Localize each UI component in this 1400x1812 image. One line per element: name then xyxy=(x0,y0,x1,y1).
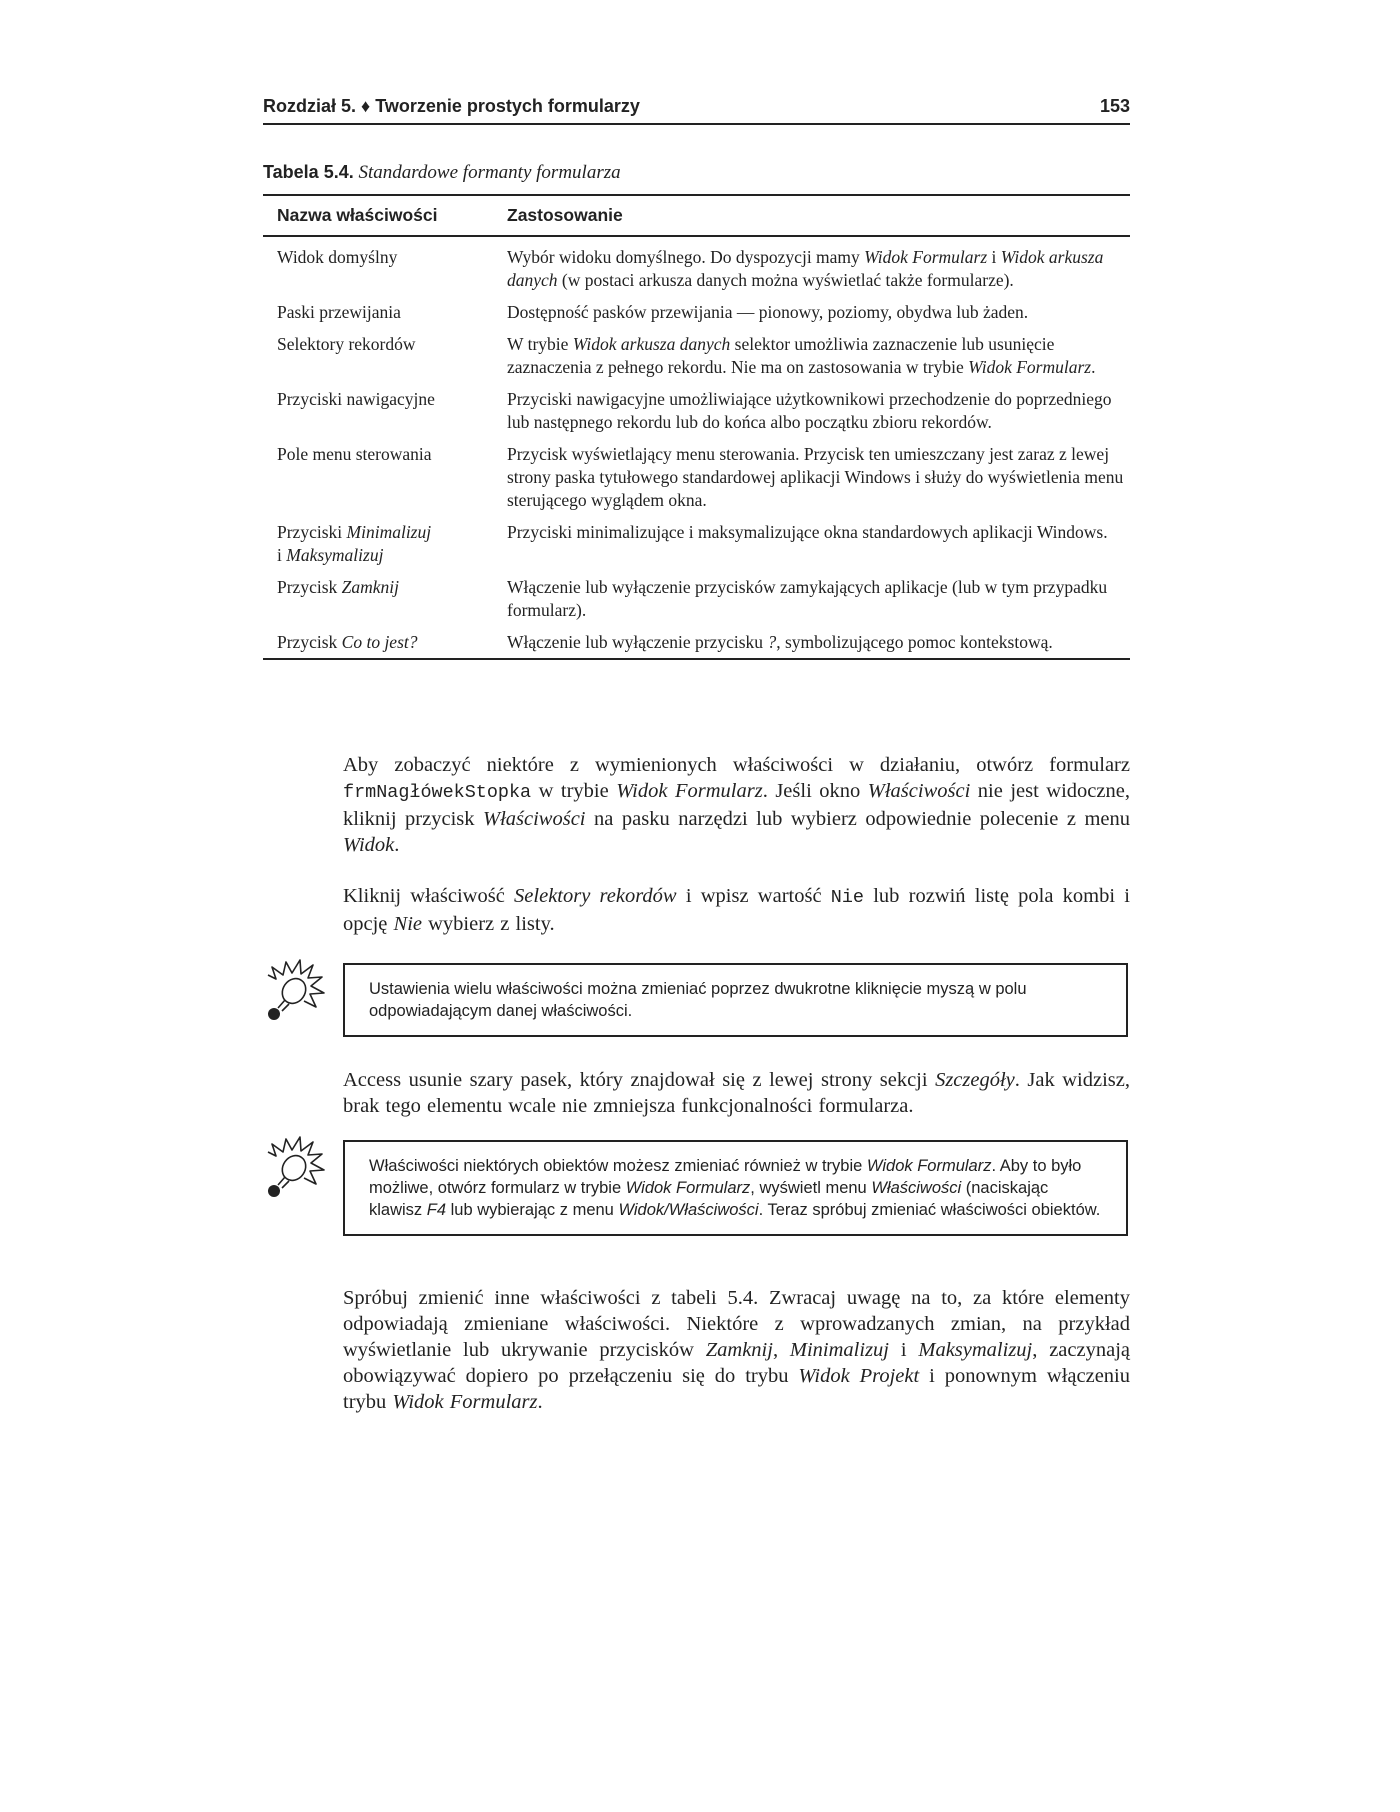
property-description: W trybie Widok arkusza danych selektor umożliwia zaznaczenie lub usunięcie zaznaczenia z pełnego rekordu. Nie ma on zastosowania w trybie Widok Formularz. xyxy=(507,334,1096,377)
chapter-title: Rozdział 5. ♦ Tworzenie prostych formularzy xyxy=(263,96,640,116)
property-description: Przyciski minimalizujące i maksymalizujące okna standardowych aplikacji Windows. xyxy=(507,522,1108,542)
table-row xyxy=(263,329,1130,384)
table-row xyxy=(263,384,1130,439)
table-row xyxy=(263,236,1130,297)
table-caption-title: Standardowe formanty formularza xyxy=(358,162,621,183)
properties-table xyxy=(263,194,1130,660)
property-description: Dostępność pasków przewijania — pionowy, poziomy, obydwa lub żaden. xyxy=(507,302,1029,322)
tip-text: Właściwości niektórych obiektów możesz zmieniać również w trybie Widok Formularz. Aby to było możliwe, otwórz formularz w trybie Widok Formularz, wyświetl menu Właściwości (naciskając klawisz F4 lub wybierając z menu Widok/Właściwości. Teraz spróbuj zmieniać właściwości obiektów. xyxy=(369,1157,1101,1219)
property-name: Przycisk Co to jest? xyxy=(263,627,493,659)
body-paragraph-3: Access usunie szary pasek, który znajdował się z lewej strony sekcji Szczegóły. Jak widzisz, brak tego elementu wcale nie zmniejsza funkcjonalności formularza. xyxy=(343,1069,1130,1117)
property-name: Paski przewijania xyxy=(277,302,401,322)
lightbulb-tip-icon xyxy=(258,957,330,1029)
property-description: Przyciski nawigacyjne umożliwiające użytkownikowi przechodzenie do poprzedniego lub następnego rekordu lub do końca albo początku zbioru rekordów. xyxy=(507,389,1112,432)
property-name: Pole menu sterowania xyxy=(277,444,432,464)
table-row xyxy=(263,297,1130,329)
col-header-name: Nazwa właściwości xyxy=(263,195,493,236)
col-header-usage: Zastosowanie xyxy=(493,195,1130,236)
page-number: 153 xyxy=(1099,96,1130,116)
table-row xyxy=(263,517,1130,572)
property-description: Włączenie lub wyłączenie przycisków zamykających aplikacje (lub w tym przypadku formularz). xyxy=(507,577,1108,620)
code-form-name: frmNagłówekStopka xyxy=(343,782,532,803)
property-name: Przyciski nawigacyjne xyxy=(277,389,435,409)
table-header-row xyxy=(263,195,1130,236)
property-name: Przyciski Minimalizuj i Maksymalizuj xyxy=(277,522,432,565)
body-paragraph-1: Aby zobaczyć niektóre z wymienionych właściwości w działaniu, otwórz formularz frmNagłówekStopka w trybie Widok Formularz. Jeśli okno Właściwości nie jest widoczne, kliknij przycisk Właściwości na pasku narzędzi lub wybierz odpowiednie polecenie z menu Widok. xyxy=(343,754,1131,856)
table-row xyxy=(263,627,1130,659)
tip-box-2 xyxy=(343,1140,1128,1236)
tip-box-1 xyxy=(343,963,1128,1037)
table-row xyxy=(263,572,1130,627)
property-description: Wybór widoku domyślnego. Do dyspozycji mamy Widok Formularz i Widok arkusza danych (w postaci arkusza danych można wyświetlać także formularze). xyxy=(507,247,1104,290)
code-value: Nie xyxy=(830,887,864,908)
body-paragraph-2: Kliknij właściwość Selektory rekordów i wpisz wartość Nie lub rozwiń listę pola kombi i opcję Nie wybierz z listy. xyxy=(343,885,1130,935)
lightbulb-tip-icon xyxy=(258,1134,330,1206)
property-name: Przycisk Zamknij xyxy=(277,577,400,597)
table-caption-label: Tabela 5.4. xyxy=(263,162,354,182)
running-head xyxy=(263,96,1130,125)
property-description: Włączenie lub wyłączenie przycisku ?, symbolizującego pomoc kontekstową. xyxy=(493,627,1130,659)
body-paragraph-4: Spróbuj zmienić inne właściwości z tabeli 5.4. Zwracaj uwagę na to, za które elementy odpowiadają zmieniane właściwości. Niektóre z wprowadzanych zmian, na przykład wyświetlanie lub ukrywanie przycisków Zamknij, Minimalizuj i Maksymalizuj, zaczynają obowiązywać dopiero po przełączeniu się do trybu Widok Projekt i ponownym włączeniu trybu Widok Formularz. xyxy=(343,1287,1130,1413)
property-name: Widok domyślny xyxy=(277,247,398,267)
table-row xyxy=(263,439,1130,517)
tip-text: Ustawienia wielu właściwości można zmieniać poprzez dwukrotne kliknięcie myszą w polu odpowiadającym danej właściwości. xyxy=(369,980,1027,1020)
property-name: Selektory rekordów xyxy=(277,334,416,354)
table-caption xyxy=(263,162,621,184)
property-description: Przycisk wyświetlający menu sterowania. Przycisk ten umieszczany jest zaraz z lewej strony paska tytułowego standardowej aplikacji Windows i służy do wyświetlenia menu sterującego wyglądem okna. xyxy=(507,444,1124,510)
